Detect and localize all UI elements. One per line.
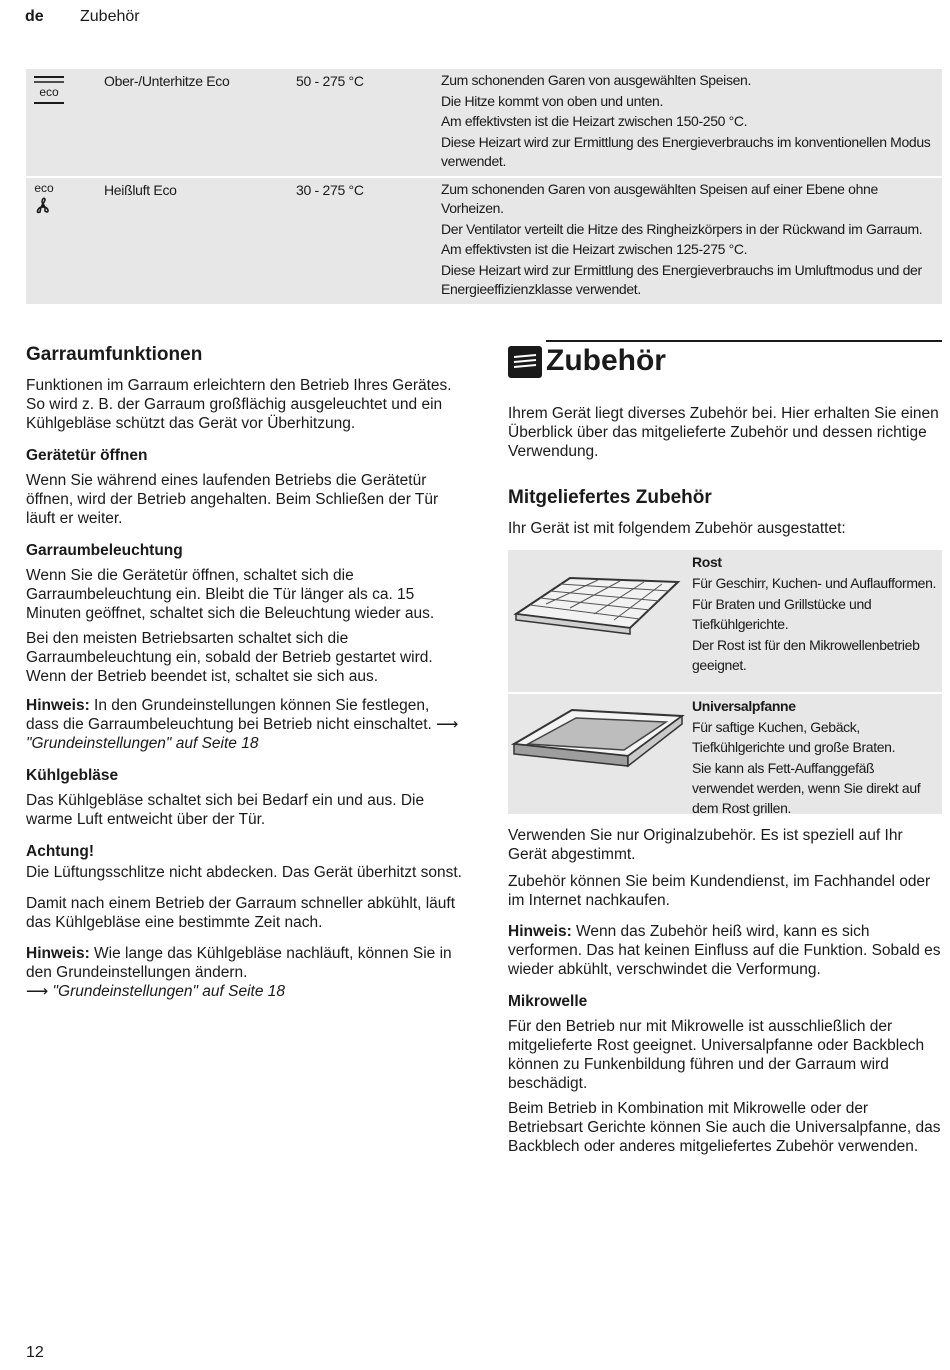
chapter-title: Zubehör xyxy=(546,344,666,377)
note xyxy=(26,696,466,753)
accessory-line: Der Rost ist für den Mikrowellenbetrieb geeignet. xyxy=(692,637,920,673)
subsection-title: Gerätetür öffnen xyxy=(26,447,148,464)
mode-name: Heißluft Eco xyxy=(104,181,177,198)
mode-temperature: 50 - 275 °C xyxy=(296,73,364,89)
subsection-title: Garraumbeleuchtung xyxy=(26,542,183,559)
desc-line: Der Ventilator verteilt die Hitze des Ringheizkörpers in der Rückwand im Garraum. xyxy=(441,220,923,237)
desc-line: Am effektivsten ist die Heizart zwischen 150-250 °C. xyxy=(441,113,748,129)
mode-description xyxy=(441,180,942,301)
microwave-text: Für den Betrieb nur mit Mikrowelle ist ausschließlich der mitgelieferte Rost geeignet. Universalpfanne oder Backblech können zu Funkenbildung führen und der Garraum wird beschädigt. xyxy=(508,1018,925,1092)
accessory-name: Universalpfanne xyxy=(692,698,796,714)
sub-intro: Ihr Gerät ist mit folgendem Zubehör ausgestattet: xyxy=(508,520,846,537)
accessory-table xyxy=(508,550,942,814)
table-row xyxy=(508,550,942,692)
door-text: Wenn Sie während eines laufenden Betriebs die Gerätetür öffnen, wird der Betrieb angehalten. Beim Schließen der Tür läuft er weiter. xyxy=(26,472,439,527)
fan-text: Damit nach einem Betrieb der Garraum schneller abkühlt, läuft das Kühlgebläse eine bestimmte Zeit nach. xyxy=(26,895,456,931)
page-header xyxy=(25,8,140,26)
light-text: Bei den meisten Betriebsarten schaltet sich die Garraumbeleuchtung ein, sobald der Betrieb gestartet wird. Wenn der Betrieb beendet ist, schaltet sie sich aus. xyxy=(26,630,433,685)
page-reference-link[interactable]: "Grundeinstellungen" auf Seite 18 xyxy=(26,735,259,752)
accessory-line: Für saftige Kuchen, Gebäck, Tiefkühlgerichte und große Braten. xyxy=(692,719,896,755)
desc-line: Zum schonenden Garen von ausgewählten Speisen. xyxy=(441,72,752,88)
fan-text: Das Kühlgebläse schaltet sich bei Bedarf ein und aus. Die warme Luft entweicht über der Tür. xyxy=(26,792,425,828)
warning-title: Achtung! xyxy=(26,843,95,860)
mode-temperature: 30 - 275 °C xyxy=(296,181,364,198)
microwave-text: Beim Betrieb in Kombination mit Mikrowelle oder der Betriebsart Gerichte können Sie auch die Universalpfanne, das Backblech oder anderes mitgeliefertes Zubehör verwenden. xyxy=(508,1100,941,1155)
light-text: Wenn Sie die Gerätetür öffnen, schaltet sich die Garraumbeleuchtung ein. Bleibt die Tür länger als ca. 15 Minuten geöffnet, schaltet sich die Beleuchtung wieder aus. xyxy=(26,567,435,622)
top-bottom-heat-eco-icon xyxy=(26,71,104,111)
eco-label: eco xyxy=(34,180,54,195)
accessory-icon xyxy=(508,346,542,378)
subsection-title: Kühlgebläse xyxy=(26,767,119,784)
note xyxy=(26,944,466,1001)
mode-name: Ober-/Unterhitze Eco xyxy=(104,73,230,89)
section-title: Garraumfunktionen xyxy=(26,344,203,365)
original-accessories-text: Verwenden Sie nur Originalzubehör. Es ist speziell auf Ihr Gerät abgestimmt. xyxy=(508,827,903,863)
right-column xyxy=(508,340,942,1162)
left-column xyxy=(26,340,466,1007)
purchase-text: Zubehör können Sie beim Kundendienst, im Fachhandel oder im Internet nachkaufen. xyxy=(508,873,931,909)
section-title: Mitgeliefertes Zubehör xyxy=(508,487,712,508)
intro-text: Funktionen im Garraum erleichtern den Betrieb Ihres Gerätes. So wird z. B. der Garraum großflächig ausgeleuchtet und ein Kühlgebläse schützt das Gerät vor Überhitzung. xyxy=(26,377,452,432)
note-label: Hinweis: xyxy=(26,945,90,962)
section-name: Zubehör xyxy=(80,8,140,25)
page-reference-link[interactable]: "Grundeinstellungen" auf Seite 18 xyxy=(48,983,286,1000)
desc-line: Am effektivsten ist die Heizart zwischen 125-275 °C. xyxy=(441,241,748,257)
note-text: Wie lange das Kühlgebläse nachläuft, können Sie in den Grundeinstellungen ändern. xyxy=(26,945,452,981)
table-row xyxy=(508,694,942,814)
universal-pan-image xyxy=(508,694,688,814)
desc-line: Diese Heizart wird zur Ermittlung des Energieverbrauchs im Umluftmodus und der Energieeffizienzklasse verwendet. xyxy=(441,261,922,297)
accessory-line: Für Braten und Grillstücke und Tiefkühlgerichte. xyxy=(692,596,872,632)
accessory-description xyxy=(688,694,942,814)
heating-modes-table xyxy=(26,69,942,304)
accessory-line: Für Geschirr, Kuchen- und Auflaufformen. xyxy=(692,575,937,591)
language-code: de xyxy=(25,8,44,25)
desc-line: Diese Heizart wird zur Ermittlung des Energieverbrauchs im konventionellen Modus verwendet. xyxy=(441,133,931,169)
mode-description xyxy=(441,71,942,173)
table-row xyxy=(26,178,942,304)
accessory-description xyxy=(688,550,942,692)
note-text: Wenn das Zubehör heiß wird, kann es sich verformen. Das hat keinen Einfluss auf die Funktion. Sobald es wieder abkühlt, verschwindet die Verformung. xyxy=(508,923,941,978)
arrow-icon: ⟶ xyxy=(26,983,49,1000)
eco-label: eco xyxy=(39,85,59,99)
accessory-name: Rost xyxy=(692,554,722,570)
note-label: Hinweis: xyxy=(508,923,572,940)
desc-line: Die Hitze kommt von oben und unten. xyxy=(441,92,663,109)
chapter-heading xyxy=(546,340,942,384)
warning-text: Die Lüftungsschlitze nicht abdecken. Das Gerät überhitzt sonst. xyxy=(26,864,462,881)
intro-text: Ihrem Gerät liegt diverses Zubehör bei. Hier erhalten Sie einen Überblick über das mitgelieferte Zubehör und dessen richtige Verwendung. xyxy=(508,405,939,460)
note-text: In den Grundeinstellungen können Sie festlegen, dass die Garraumbeleuchtung bei Betrieb nicht einschaltet. xyxy=(26,697,437,733)
table-row xyxy=(26,69,942,178)
page-number: 12 xyxy=(26,1344,44,1361)
subsection-title: Mikrowelle xyxy=(508,993,588,1010)
arrow-icon: ⟶ xyxy=(436,716,459,733)
note xyxy=(508,922,942,979)
note-label: Hinweis: xyxy=(26,697,90,714)
accessory-line: Sie kann als Fett-Auffanggefäß verwendet werden, wenn Sie direkt auf dem Rost grillen. xyxy=(692,760,921,816)
desc-line: Zum schonenden Garen von ausgewählten Speisen auf einer Ebene ohne Vorheizen. xyxy=(441,180,878,216)
rack-image xyxy=(508,550,688,692)
hot-air-eco-icon xyxy=(26,180,104,220)
